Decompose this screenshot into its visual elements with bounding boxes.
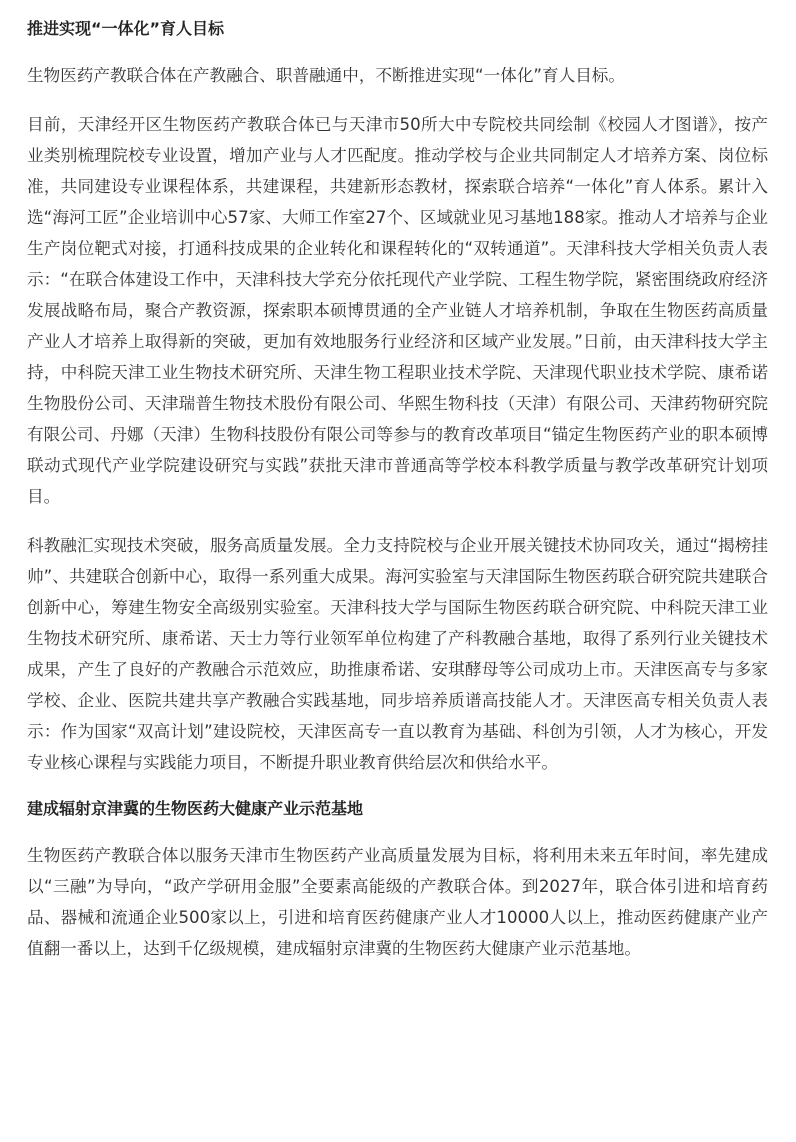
paragraph-tech-breakthrough: 科教融汇实现技术突破，服务高质量发展。全力支持院校与企业开展关键技术协同攻关，通过“揭榜挂帅”、共建联合创新中心，取得一系列重大成果。海河实验室与天津国际生物医药联合研究院共建联合创新中心，筹建生物安全高级别实验室。天津科技大学与国际生物医药联合研究院、中科院天津工业生物技术研究所、康希诺、天士力等行业领军单位构建了产科教融合基地，取得了系列行业关键技术成果，产生了良好的产教融合示范效应，助推康希诺、安琪酵母等公司成功上市。天津医高专与多家学校、企业、医院共建共享产教融合实践基地，同步培养质谱高技能人才。天津医高专相关负责人表示：作为国家“双高计划”建设院校，天津医高专一直以教育为基础、科创为引领，人才为核心，开发专业核心课程与实践能力项目，不断提升职业教育供给层次和供给水平。 bbox=[27, 536, 768, 772]
paragraph-intro: 生物医药产教联合体在产教融合、职普融通中，不断推进实现“一体化”育人目标。 bbox=[27, 66, 625, 85]
section-heading-demo-base: 建成辐射京津冀的生物医药大健康产业示范基地 bbox=[27, 799, 364, 818]
paragraph-talent-map: 目前，天津经开区生物医药产教联合体已与天津市50所大中专院校共同绘制《校园人才图谱》，按产业类别梳理院校专业设置，增加产业与人才匹配度。推动学校与企业共同制定人才培养方案、岗位标准，共同建设专业课程体系，共建课程，共建新形态教材，探索联合培养“一体化”育人体系。累计入选“海河工匠”企业培训中心57家、大师工作室27个、区域就业见习基地188家。推动人才培养与企业生产岗位靶式对接，打通科技成果的企业转化和课程转化的“双转通道”。天津科技大学相关负责人表示：“在联合体建设工作中，天津科技大学充分依托现代产业学院、工程生物学院，紧密围绕政府经济发展战略布局，聚合产教资源，探索职本硕博贯通的全产业链人才培养机制，争取在生物医药高质量产业人才培养上取得新的突破，更加有效地服务行业经济和区域产业发展。”日前，由天津科技大学主持，中科院天津工业生物技术研究所、天津生物工程职业技术学院、天津现代职业技术学院、康希诺生物股份公司、天津瑞普生物技术股份有限公司、华熙生物科技（天津）有限公司、天津药物研究院有限公司、丹娜（天津）生物科技股份有限公司等参与的教育改革项目“锚定生物医药产业的职本硕博联动式现代产业学院建设研究与实践”获批天津市普通高等学校本科教学质量与教学改革研究计划项目。 bbox=[27, 115, 768, 506]
paragraph-demo-base: 生物医药产教联合体以服务天津市生物医药产业高质量发展为目标，将利用未来五年时间，率先建成以“三融”为导向，“政产学研用金服”全要素高能级的产教联合体。到2027年，联合体引进和培育药品、器械和流通企业500家以上，引进和培育医药健康产业人才10000人以上，推动医药健康产业产值翻一番以上，达到千亿级规模，建成辐射京津冀的生物医药大健康产业示范基地。 bbox=[27, 846, 768, 958]
section-heading-integrated-education: 推进实现“一体化”育人目标 bbox=[27, 19, 225, 38]
